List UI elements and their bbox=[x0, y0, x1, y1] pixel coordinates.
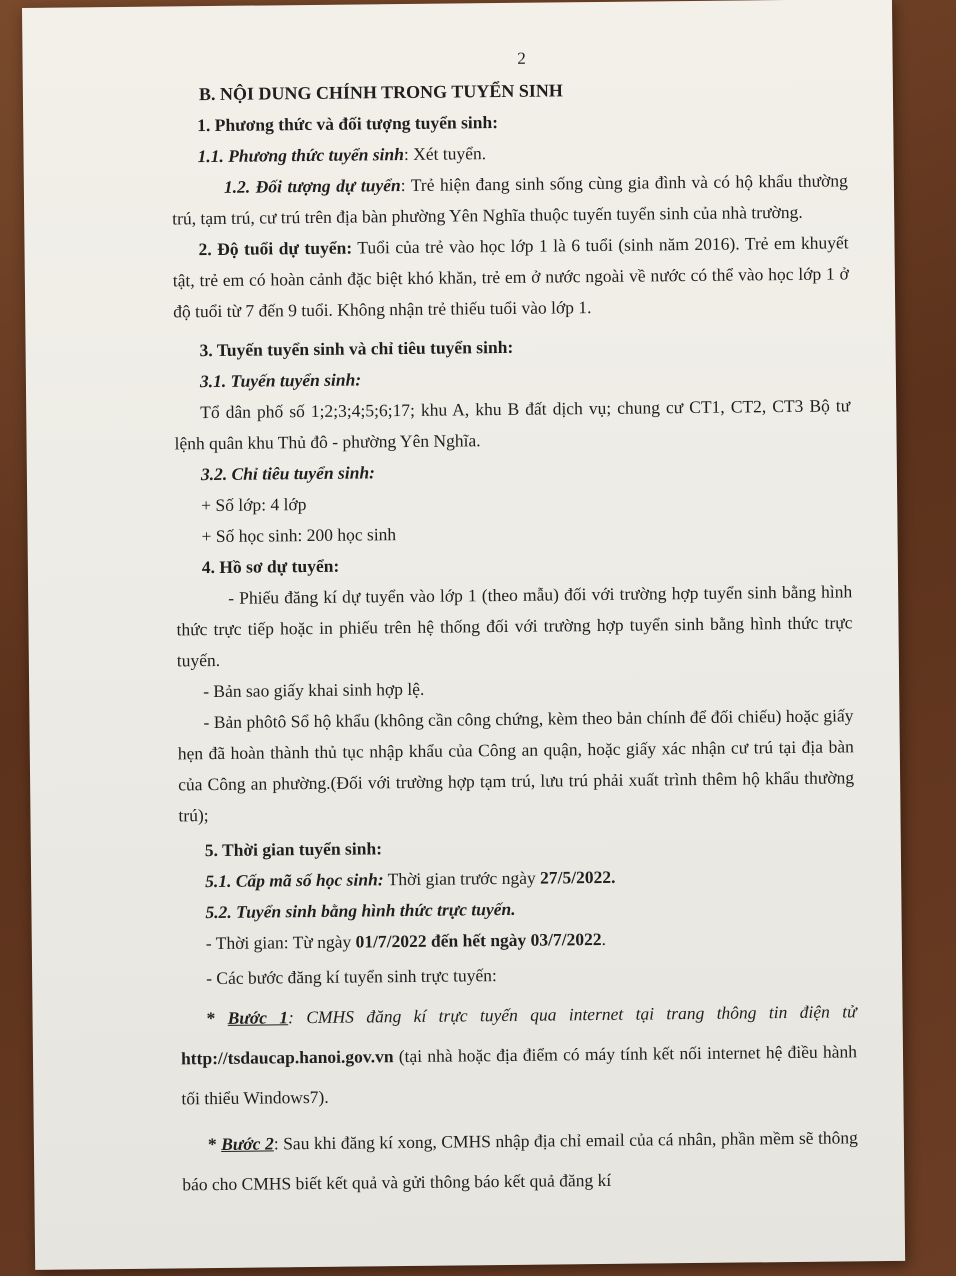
s1-title: 1. Phương thức và đối tượng tuyển sinh: bbox=[197, 112, 499, 136]
document-content bbox=[172, 39, 858, 1204]
s2-paragraph bbox=[172, 227, 849, 327]
s1-2-label: 1.2. Đối tượng dự tuyển bbox=[223, 175, 401, 197]
time-prefix: - Thời gian: Từ ngày bbox=[205, 931, 356, 954]
s1-2-text: : Trẻ hiện đang sinh sống cùng gia đình và có hộ khẩu thường trú, tạm trú, cư trú trên địa bàn phường Yên Nghĩa thuộc tuyến tuyển sinh của nhà trường. bbox=[172, 170, 848, 229]
time-range: 01/7/2022 đến hết ngày 03/7/2022 bbox=[355, 928, 602, 952]
s3-2-item-students: + Số học sinh: 200 học sinh bbox=[201, 524, 397, 547]
s4-item-household: - Bản phôtô Sổ hộ khẩu (không cần công chứng, kèm theo bản chính để đối chiếu) hoặc giấy hẹn đã hoàn thành thủ tục nhập khẩu của Công an quận, hoặc giấy xác nhận cư trú tại địa bàn của Công an phường.(Đối với trường hợp tạm trú, lưu trú phải xuất trình thêm hộ khẩu thường trú); bbox=[177, 705, 855, 826]
steps-intro: - Các bước đăng kí tuyển sinh trực tuyến: bbox=[206, 965, 497, 989]
step2-paragraph bbox=[182, 1117, 859, 1204]
s3-1-text: Tổ dân phố số 1;2;3;4;5;6;17; khu A, khu B đất dịch vụ; chung cư CT1, CT2, CT3 Bộ tư lệnh quân khu Thủ đô - phường Yên Nghĩa. bbox=[174, 395, 851, 454]
section-title: B. NỘI DUNG CHÍNH TRONG TUYỂN SINH bbox=[198, 80, 563, 105]
s3-2-item-classes: + Số lớp: 4 lớp bbox=[201, 494, 307, 516]
document-page bbox=[22, 0, 905, 1270]
s1-1-label: 1.1. Phương thức tuyển sinh bbox=[197, 144, 405, 167]
step1-url: http://tsdaucap.hanoi.gov.vn bbox=[180, 1046, 394, 1069]
s2-label: 2. Độ tuổi dự tuyển: bbox=[198, 237, 353, 260]
step2-text: : Sau khi đăng kí xong, CMHS nhập địa chỉ email của cá nhân, phần mềm sẽ thông báo cho CMHS biết kết quả và gửi thông báo kết quả đăng kí bbox=[182, 1127, 858, 1195]
s5-title: 5. Thời gian tuyển sinh: bbox=[204, 838, 383, 861]
step1-rest: (tại nhà hoặc địa điểm có máy tính kết nối internet hệ điều hành tối thiểu Windows7). bbox=[181, 1041, 858, 1109]
step2-label: Bước 2 bbox=[221, 1133, 274, 1154]
step1-paragraph bbox=[180, 991, 857, 1118]
s2-text: Tuổi của trẻ vào học lớp 1 là 6 tuổi (sinh năm 2016). Trẻ em khuyết tật, trẻ em có hoàn cảnh đặc biệt khó khăn, trẻ em ở nước ngoài về nước có thể vào học lớp 1 ở độ tuổi từ 7 đến 9 tuổi. Không nhận trẻ thiếu tuổi vào lớp 1. bbox=[172, 232, 849, 322]
s5-1-label: 5.1. Cấp mã số học sinh: bbox=[205, 869, 384, 892]
s4-item-form: - Phiếu đăng kí dự tuyển vào lớp 1 (theo mẫu) đối với trường hợp tuyển sinh bằng hình thức trực tiếp hoặc in phiếu trên hệ thống đối với trường hợp tuyển sinh bằng hình thức trực tuyến. bbox=[176, 581, 853, 671]
s1-2-paragraph bbox=[172, 165, 849, 234]
step1-label: Bước 1 bbox=[227, 1007, 289, 1028]
page-number: 2 bbox=[517, 48, 526, 68]
step1-star: * bbox=[206, 1007, 228, 1029]
s1-1-text: : Xét tuyển. bbox=[403, 143, 487, 165]
step1-text: : CMHS đăng kí trực tuyến qua internet tại trang thông tin điện tử bbox=[288, 1001, 857, 1028]
s5-1-text: Thời gian trước ngày bbox=[383, 867, 541, 890]
s3-1-label: 3.1. Tuyến tuyển sinh: bbox=[199, 369, 362, 392]
s5-2-time bbox=[206, 921, 856, 959]
s5-2-label: 5.2. Tuyển sinh bằng hình thức trực tuyến. bbox=[205, 898, 516, 923]
s3-2-label: 3.2. Chỉ tiêu tuyển sinh: bbox=[200, 462, 376, 485]
s3-title: 3. Tuyến tuyển sinh và chỉ tiêu tuyển sinh: bbox=[199, 336, 514, 361]
s4-item-birth-cert: - Bản sao giấy khai sinh hợp lệ. bbox=[203, 678, 425, 702]
s4-title: 4. Hồ sơ dự tuyển: bbox=[201, 555, 340, 578]
step2-star: * bbox=[207, 1133, 222, 1155]
time-suffix: . bbox=[601, 928, 607, 949]
s5-1-date: 27/5/2022. bbox=[539, 866, 616, 888]
